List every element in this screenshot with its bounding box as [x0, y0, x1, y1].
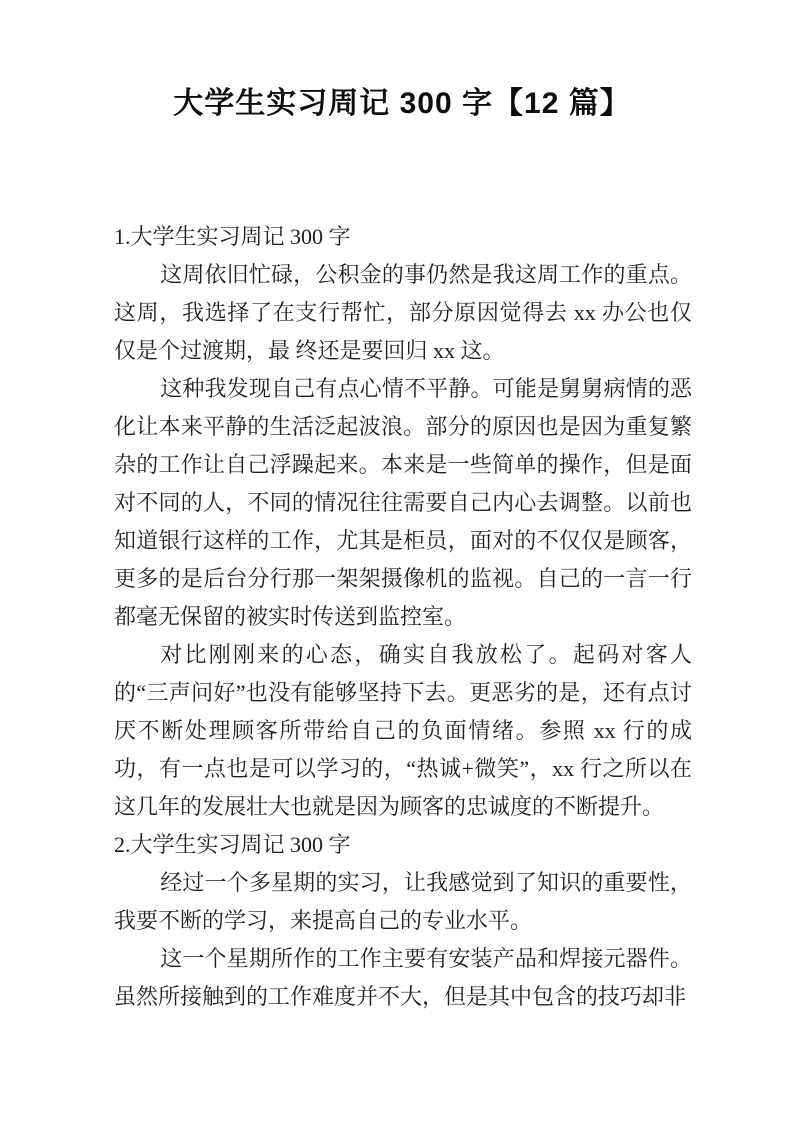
document-title: 大学生实习周记 300 字【12 篇】	[173, 87, 631, 120]
paragraph: 经过一个多星期的实习，让我感觉到了知识的重要性，我要不断的学习，来提高自己的专业水平。	[114, 870, 692, 933]
paragraph: 对比刚刚来的心态，确实自我放松了。起码对客人的“三声问好”也没有能够坚持下去。更恶劣的是，还有点讨厌不断处理顾客所带给自己的负面情绪。参照 xx 行的成功，有一点也是可以学习的，“热诚+微笑”，xx 行之所以在这几年的发展壮大也就是因为顾客的忠诚度的不断提升。	[114, 642, 692, 819]
document-body	[114, 218, 692, 1016]
section-heading: 1.大学生实习周记 300 字	[114, 224, 351, 249]
section-heading: 2.大学生实习周记 300 字	[114, 832, 351, 857]
paragraph: 这一个星期所作的工作主要有安装产品和焊接元器件。虽然所接触到的工作难度并不大，但是其中包含的技巧却非	[114, 946, 692, 1009]
paragraph: 这周依旧忙碌，公积金的事仍然是我这周工作的重点。这周，我选择了在支行帮忙，部分原因觉得去 xx 办公也仅仅是个过渡期，最 终还是要回归 xx 这。	[114, 262, 692, 363]
paragraph: 这种我发现自己有点心情不平静。可能是舅舅病情的恶化让本来平静的生活泛起波浪。部分的原因也是因为重复繁杂的工作让自己浮躁起来。本来是一些简单的操作，但是面对不同的人，不同的情况往往需要自己内心去调整。以前也知道银行这样的工作，尤其是柜员，面对的不仅仅是顾客，更多的是后台分行那一架架摄像机的监视。自己的一言一行都毫无保留的被实时传送到监控室。	[114, 376, 692, 629]
